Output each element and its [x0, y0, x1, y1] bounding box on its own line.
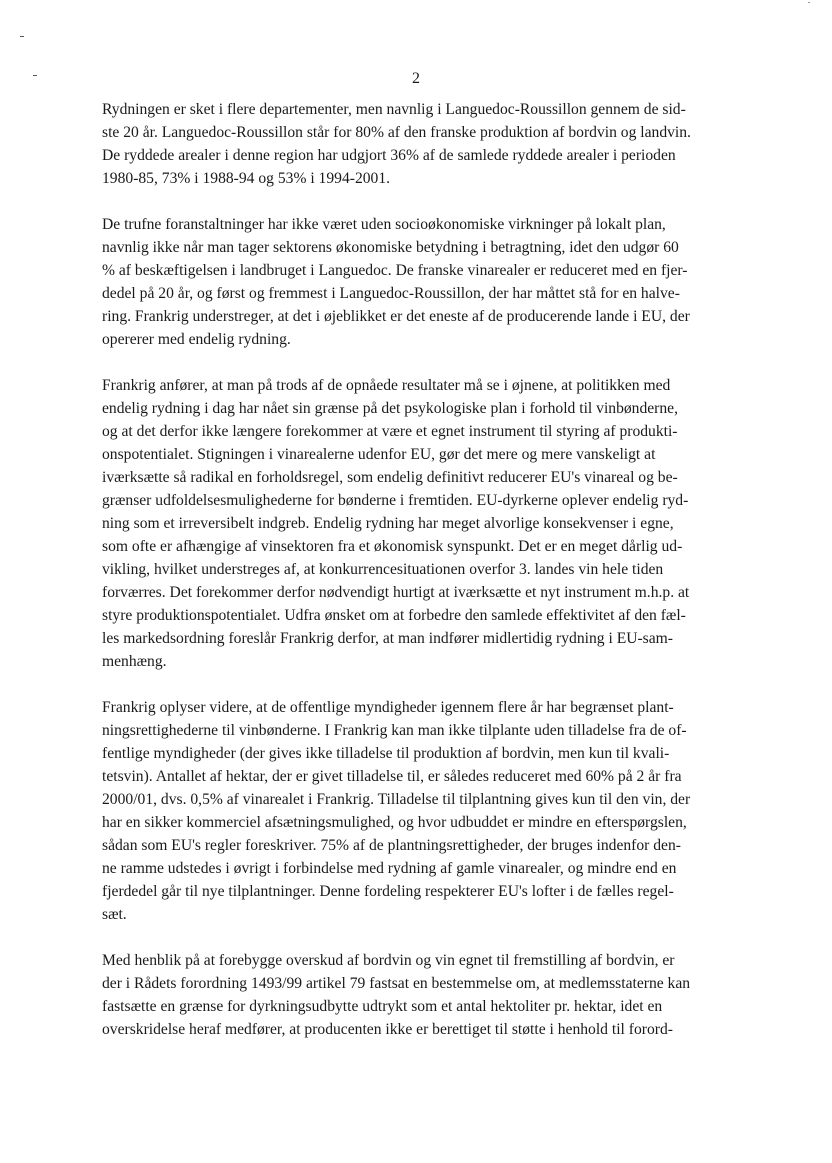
text-line: ne ramme udstedes i øvrigt i forbindelse med rydning af gamle vinarealer, og mindre end en [102, 860, 677, 877]
scan-mark [808, 2, 810, 3]
text-line: iværksætte så radikal en forholdsregel, som endelig definitivt reducerer EU's vinareal og be- [102, 469, 678, 486]
text-line: forværres. Det forekommer derfor nødvendigt hurtigt at iværksætte et nyt instrument m.h.p. at [102, 584, 690, 601]
text-line: dedel på 20 år, og først og fremmest i Languedoc-Roussillon, der har måttet stå for en halve- [102, 285, 680, 302]
text-line: fastsætte en grænse for dyrkningsudbytte udtrykt som et antal hektoliter pr. hektar, idet en [102, 998, 663, 1015]
text-line: overskridelse heraf medfører, at producenten ikke er berettiget til støtte i henhold til forord- [102, 1021, 673, 1038]
text-line: fentlige myndigheder (der gives ikke tilladelse til produktion af bordvin, men kun til kvali- [102, 745, 670, 762]
paragraph-socioeconomic [102, 213, 742, 351]
text-line: navnlig ikke når man tager sektorens økonomiske betydning i betragtning, idet den udgør 60 [102, 239, 679, 256]
text-line: menhæng. [102, 653, 167, 670]
text-line: ste 20 år. Languedoc-Roussillon står for 80% af den franske produktion af bordvin og landvin. [102, 124, 691, 141]
text-line: 1980-85, 73% i 1988-94 og 53% i 1994-2001. [102, 170, 391, 187]
page-number: 2 [412, 70, 420, 87]
text-line: som ofte er afhængige af vinsektoren fra et økonomisk synspunkt. Det er en meget dårlig ud- [102, 538, 683, 555]
text-line: endelig rydning i dag har nået sin grænse på det psykologiske plan i forhold til vinbønderne, [102, 400, 678, 417]
text-line: Frankrig oplyser videre, at de offentlige myndigheder igennem flere år har begrænset plant- [102, 699, 674, 716]
paragraph-rydning [102, 98, 742, 190]
text-line: les markedsordning foreslår Frankrig derfor, at man indfører midlertidig rydning i EU-sam- [102, 630, 673, 647]
body-text [102, 98, 742, 1064]
text-line: har en sikker kommerciel afsætningsmulighed, og hvor udbuddet er mindre en efterspørgslen, [102, 814, 687, 831]
text-line: Rydningen er sket i flere departementer, men navnlig i Languedoc-Roussillon gennem de sid- [102, 101, 686, 118]
text-line: onspotentialet. Stigningen i vinarealerne udenfor EU, gør det mere og mere vanskeligt at [102, 446, 656, 463]
paragraph-france-argues [102, 374, 742, 673]
text-line: vikling, hvilket understreges af, at konkurrencesituationen overfor 3. landes vin hele tiden [102, 561, 664, 578]
scan-mark [20, 36, 24, 37]
text-line: % af beskæftigelsen i landbruget i Languedoc. De franske vinarealer er reduceret med en fjer- [102, 262, 688, 279]
text-line: ring. Frankrig understreger, at det i øjeblikket er det eneste af de producerende lande i EU, der [102, 308, 690, 325]
text-line: der i Rådets forordning 1493/99 artikel 79 fastsat en bestemmelse om, at medlemsstaterne kan [102, 975, 691, 992]
text-line: De trufne foranstaltninger har ikke været uden socioøkonomiske virkninger på lokalt plan, [102, 216, 666, 233]
text-line: grænser udfoldelsesmulighederne for bønderne i fremtiden. EU-dyrkerne oplever endelig ryd- [102, 492, 689, 509]
text-line: sæt. [102, 906, 127, 923]
paragraph-planting-rights [102, 696, 742, 926]
text-line: 2000/01, dvs. 0,5% af vinarealet i Frankrig. Tilladelse til tilplantning gives kun til den vin, der [102, 791, 691, 808]
text-line: opererer med endelig rydning. [102, 331, 291, 348]
text-line: fjerdedel går til nye tilplantninger. Denne fordeling respekterer EU's lofter i de fælles regel- [102, 883, 674, 900]
text-line: og at det derfor ikke længere forekommer at være et egnet instrument til styring af produkti- [102, 423, 678, 440]
text-line: De ryddede arealer i denne region har udgjort 36% af de samlede ryddede arealer i perioden [102, 147, 676, 164]
text-line: tetsvin). Antallet af hektar, der er givet tilladelse til, er således reduceret med 60% på 2 år fra [102, 768, 682, 785]
text-line: ning som et irreversibelt indgreb. Endelig rydning har meget alvorlige konsekvenser i egne, [102, 515, 674, 532]
text-line: Med henblik på at forebygge overskud af bordvin og vin egnet til fremstilling af bordvin, er [102, 952, 675, 969]
paragraph-surplus [102, 949, 742, 1041]
text-line: styre produktionspotentialet. Udfra ønsket om at forbedre den samlede effektivitet af den fæl- [102, 607, 686, 624]
text-line: sådan som EU's regler foreskriver. 75% af de plantningsrettigheder, der bruges indenfor den- [102, 837, 681, 854]
text-line: Frankrig anfører, at man på trods af de opnåede resultater må se i øjnene, at politikken med [102, 377, 671, 394]
text-line: ningsrettighederne til vinbønderne. I Frankrig kan man ikke tilplante uden tilladelse fra de of- [102, 722, 687, 739]
